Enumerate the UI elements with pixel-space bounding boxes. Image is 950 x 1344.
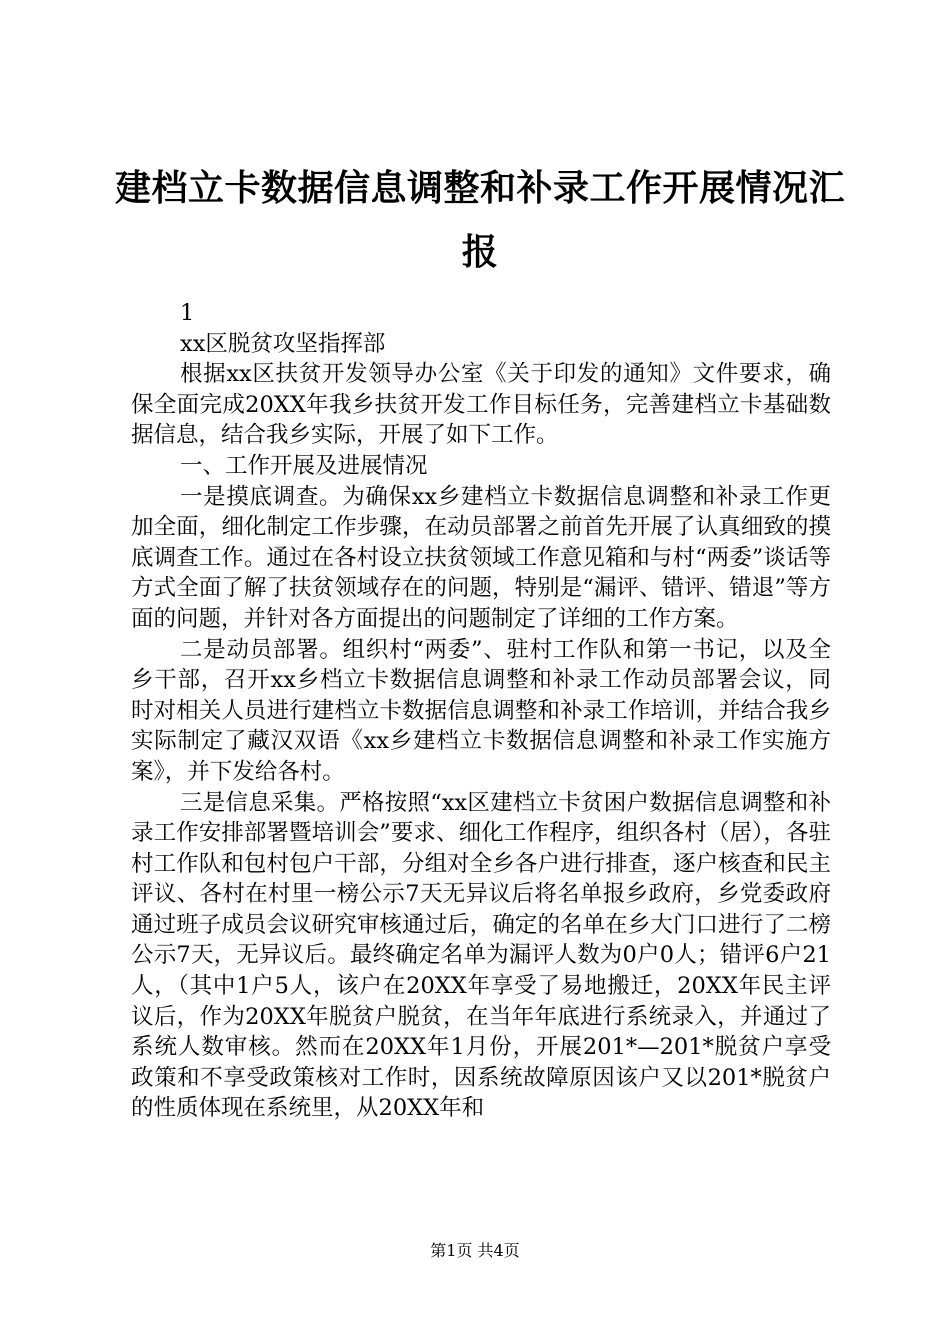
organization-line: xx区脱贫攻坚指挥部 xyxy=(180,330,386,357)
page-number-mark: 1 xyxy=(180,300,195,326)
document-title: 建档立卡数据信息调整和补录工作开展情况汇报 xyxy=(114,167,845,273)
document-body xyxy=(131,298,831,1124)
paragraph-mobilization: 二是动员部署。组织村“两委”、驻村工作队和第一书记，以及全乡干部，召开xx乡档立卡数据信息调整和补录工作动员部署会议，同时对相关人员进行建档立卡数据信息调整和补录工作培训，并结合我乡实际制定了藏汉双语《xx乡建档立卡数据信息调整和补录工作实施方案》，并下发给各村。 xyxy=(131,636,831,785)
page-footer: 第1页 共4页 xyxy=(430,1241,520,1260)
paragraph-survey: 一是摸底调查。为确保xx乡建档立卡数据信息调整和补录工作更加全面，细化制定工作步骤，在动员部署之前首先开展了认真细致的摸底调查工作。通过在各村设立扶贫领域工作意见箱和与村“两委”谈话等方式全面了解了扶贫领域存在的问题，特别是“漏评、错评、错退”等方面的问题，并针对各方面提出的问题制定了详细的工作方案。 xyxy=(131,483,831,632)
paragraph-collection: 三是信息采集。严格按照“xx区建档立卡贫困户数据信息调整和补录工作安排部署暨培训会”要求、细化工作程序，组织各村（居），各驻村工作队和包村包户干部，分组对全乡各户进行排查，逐户核查和民主评议、各村在村里一榜公示7天无异议后将名单报乡政府，乡党委政府通过班子成员会议研究审核通过后，确定的名单在乡大门口进行了二榜公示7天，无异议后。最终确定名单为漏评人数为0户0人；错评6户21人，（其中1户5人，该户在20XX年享受了易地搬迁，20XX年民主评议后，作为20XX年脱贫户脱贫，在当年年底进行系统录入，并通过了系统人数审核。然而在20XX年1月份，开展201*—201*脱贫户享受政策和不享受政策核对工作时，因系统故障原因该户又以201*脱贫户的性质体现在系统里，从20XX年和 xyxy=(131,789,831,1122)
section-heading: 一、工作开展及进展情况 xyxy=(180,452,428,479)
paragraph-intro: 根据xx区扶贫开发领导办公室《关于印发的通知》文件要求，确保全面完成20XX年我乡扶贫开发工作目标任务，完善建档立卡基础数据信息，结合我乡实际，开展了如下工作。 xyxy=(131,361,831,449)
